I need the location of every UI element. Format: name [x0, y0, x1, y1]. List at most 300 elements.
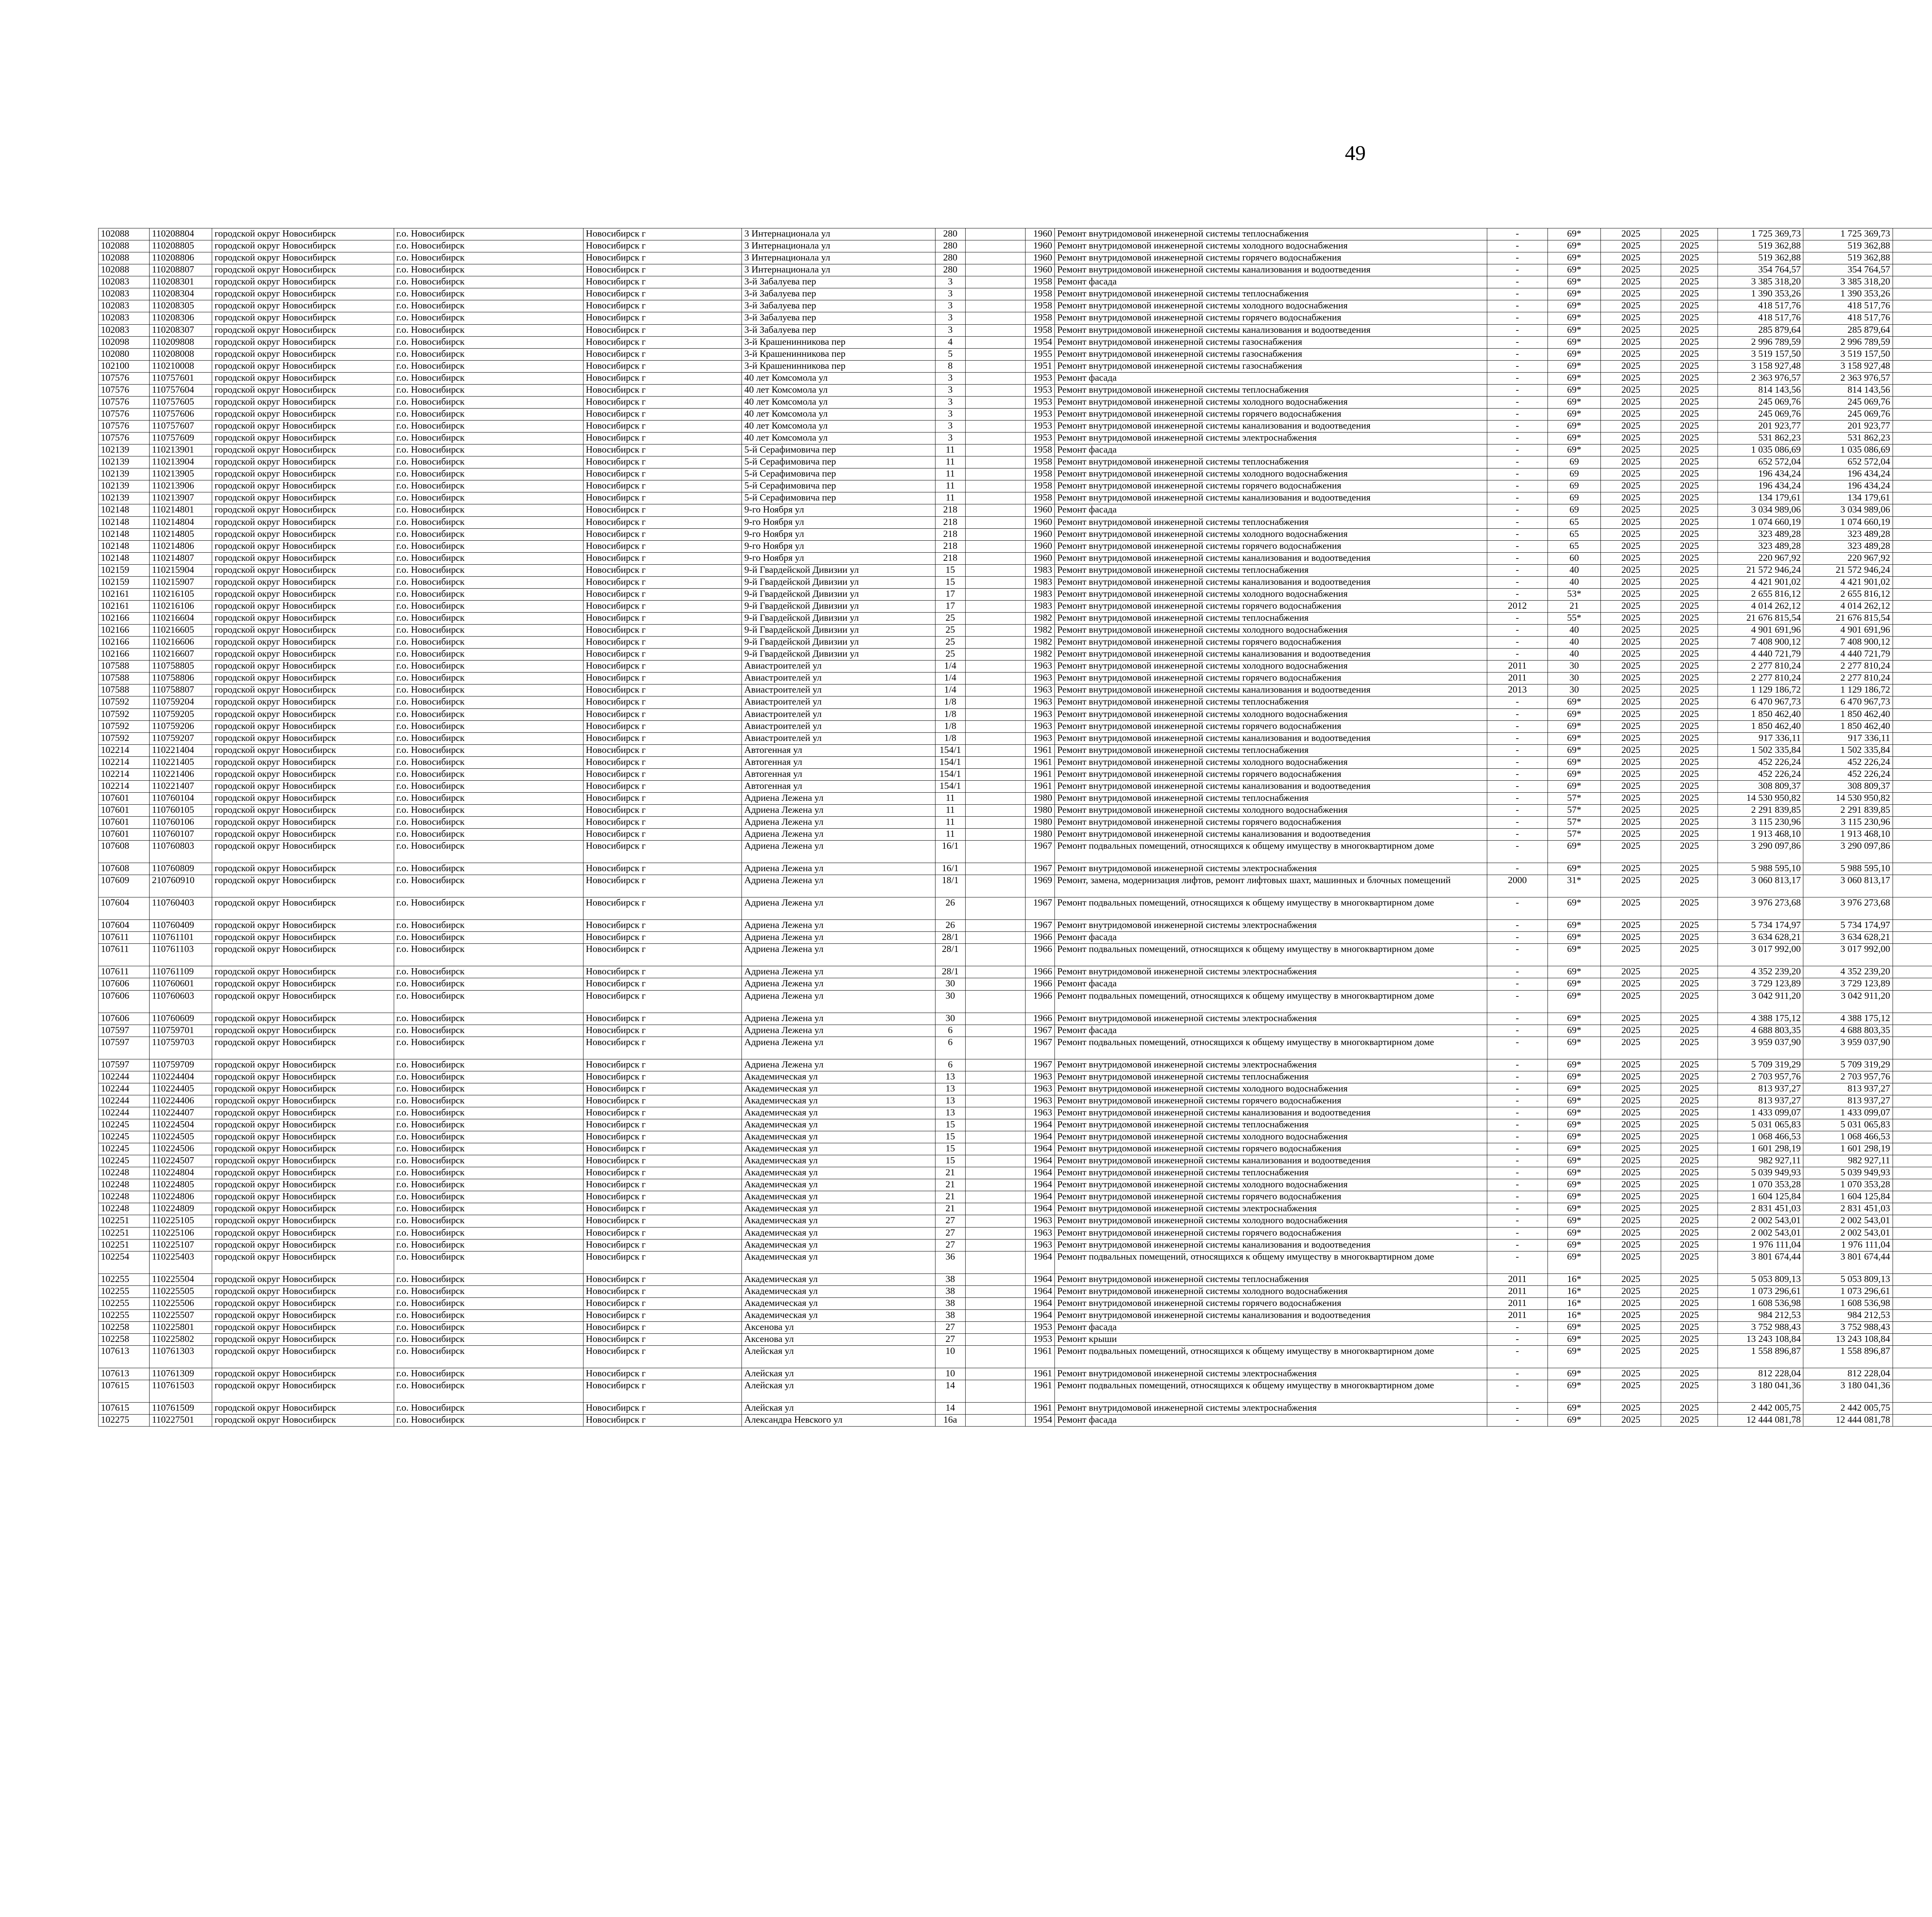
cell-total-cost: 196 434,24	[1718, 480, 1803, 492]
cell-house-number: 21	[935, 1167, 965, 1179]
cell-building	[965, 897, 1025, 920]
cell-house-id: 102248	[99, 1179, 150, 1191]
cell-wear-percent: 57*	[1548, 805, 1600, 817]
cell-cost-federal	[1893, 540, 1932, 552]
cell-last-repair-year: -	[1487, 360, 1548, 372]
cell-municipality: г.о. Новосибирск	[394, 360, 583, 372]
cell-total-cost: 3 634 628,21	[1718, 932, 1803, 944]
cell-year-built: 1953	[1025, 372, 1054, 384]
cell-building	[965, 300, 1025, 312]
cell-street: 3-й Забалуева пер	[742, 288, 935, 300]
cell-building	[965, 228, 1025, 240]
cell-cost-federal	[1893, 1297, 1932, 1309]
cell-cost-fund: 1 601 298,19	[1803, 1143, 1893, 1155]
cell-building	[965, 1321, 1025, 1333]
cell-total-cost: 2 277 810,24	[1718, 661, 1803, 672]
cell-work-id: 110224806	[150, 1191, 212, 1203]
table-row	[99, 1013, 1932, 1025]
cell-total-cost: 531 862,23	[1718, 432, 1803, 444]
cell-municipality: г.о. Новосибирск	[394, 552, 583, 564]
cell-building	[965, 252, 1025, 264]
cell-cost-fund: 1 502 335,84	[1803, 744, 1893, 756]
cell-building	[965, 1037, 1025, 1059]
cell-plan-year-start: 2025	[1601, 408, 1661, 420]
cell-last-repair-year: -	[1487, 444, 1548, 456]
cell-plan-year-start: 2025	[1601, 1143, 1661, 1155]
cell-street: Автогенная ул	[742, 744, 935, 756]
cell-cost-fund: 323 489,28	[1803, 528, 1893, 540]
cell-building	[965, 1013, 1025, 1025]
table-row	[99, 1025, 1932, 1037]
cell-cost-federal	[1893, 1309, 1932, 1321]
cell-municipality: г.о. Новосибирск	[394, 1297, 583, 1309]
cell-work-id: 110760107	[150, 829, 212, 841]
cell-cost-federal	[1893, 1025, 1932, 1037]
cell-wear-percent: 69*	[1548, 1321, 1600, 1333]
cell-plan-year-end: 2025	[1661, 1179, 1718, 1191]
cell-cost-federal	[1893, 817, 1932, 829]
cell-street: 9-го Ноября ул	[742, 540, 935, 552]
cell-last-repair-year: 2011	[1487, 1309, 1548, 1321]
cell-wear-percent: 69*	[1548, 360, 1600, 372]
cell-year-built: 1958	[1025, 456, 1054, 468]
cell-municipality: г.о. Новосибирск	[394, 841, 583, 863]
cell-house-id: 102245	[99, 1131, 150, 1143]
cell-municipality: г.о. Новосибирск	[394, 1251, 583, 1273]
cell-street: Академическая ул	[742, 1285, 935, 1297]
cell-work-type: Ремонт внутридомовой инженерной системы горячего водоснабжения	[1054, 1191, 1487, 1203]
cell-work-type: Ремонт внутридомовой инженерной системы теплоснабжения	[1054, 1273, 1487, 1285]
cell-building	[965, 576, 1025, 588]
cell-locality: Новосибирск г	[583, 408, 742, 420]
cell-year-built: 1982	[1025, 625, 1054, 637]
cell-total-cost: 652 572,04	[1718, 456, 1803, 468]
cell-building	[965, 372, 1025, 384]
cell-municipality: г.о. Новосибирск	[394, 372, 583, 384]
cell-house-id: 102083	[99, 276, 150, 288]
cell-municipality: г.о. Новосибирск	[394, 588, 583, 600]
cell-building	[965, 1346, 1025, 1368]
cell-cost-federal	[1893, 480, 1932, 492]
cell-plan-year-start: 2025	[1601, 732, 1661, 744]
cell-total-cost: 1 601 298,19	[1718, 1143, 1803, 1155]
cell-cost-fund: 3 729 123,89	[1803, 978, 1893, 990]
cell-plan-year-start: 2025	[1601, 360, 1661, 372]
cell-plan-year-start: 2025	[1601, 444, 1661, 456]
cell-work-id: 110216606	[150, 637, 212, 649]
cell-municipality: г.о. Новосибирск	[394, 276, 583, 288]
cell-municipality: г.о. Новосибирск	[394, 1155, 583, 1167]
cell-work-id: 110759701	[150, 1025, 212, 1037]
cell-municipal-district: городской округ Новосибирск	[212, 966, 394, 978]
cell-locality: Новосибирск г	[583, 1227, 742, 1239]
cell-street: Адриена Лежена ул	[742, 863, 935, 875]
cell-total-cost: 3 976 273,68	[1718, 897, 1803, 920]
cell-locality: Новосибирск г	[583, 920, 742, 932]
cell-plan-year-start: 2025	[1601, 228, 1661, 240]
cell-plan-year-start: 2025	[1601, 516, 1661, 528]
cell-building	[965, 408, 1025, 420]
cell-work-type: Ремонт фасада	[1054, 1321, 1487, 1333]
table-row	[99, 421, 1932, 432]
cell-work-id: 110224404	[150, 1071, 212, 1083]
table-row	[99, 360, 1932, 372]
cell-plan-year-end: 2025	[1661, 421, 1718, 432]
cell-locality: Новосибирск г	[583, 1239, 742, 1251]
cell-total-cost: 1 433 099,07	[1718, 1107, 1803, 1119]
cell-plan-year-start: 2025	[1601, 1346, 1661, 1368]
cell-house-number: 6	[935, 1037, 965, 1059]
table-row	[99, 324, 1932, 336]
table-row	[99, 492, 1932, 504]
cell-cost-federal	[1893, 978, 1932, 990]
cell-house-id: 102244	[99, 1071, 150, 1083]
cell-locality: Новосибирск г	[583, 504, 742, 516]
cell-locality: Новосибирск г	[583, 228, 742, 240]
cell-work-id: 110757607	[150, 421, 212, 432]
cell-plan-year-start: 2025	[1601, 372, 1661, 384]
cell-plan-year-start: 2025	[1601, 252, 1661, 264]
cell-plan-year-end: 2025	[1661, 875, 1718, 897]
cell-municipality: г.о. Новосибирск	[394, 780, 583, 792]
cell-work-type: Ремонт внутридомовой инженерной системы холодного водоснабжения	[1054, 1131, 1487, 1143]
cell-house-id: 102139	[99, 456, 150, 468]
cell-cost-fund: 519 362,88	[1803, 240, 1893, 252]
cell-plan-year-end: 2025	[1661, 1083, 1718, 1095]
cell-cost-federal	[1893, 1346, 1932, 1368]
table-row	[99, 684, 1932, 696]
cell-locality: Новосибирск г	[583, 768, 742, 780]
cell-municipality: г.о. Новосибирск	[394, 1107, 583, 1119]
cell-building	[965, 637, 1025, 649]
cell-last-repair-year: -	[1487, 1143, 1548, 1155]
cell-wear-percent: 69*	[1548, 756, 1600, 768]
cell-plan-year-end: 2025	[1661, 600, 1718, 612]
cell-cost-federal	[1893, 1131, 1932, 1143]
cell-street: 3-й Забалуева пер	[742, 276, 935, 288]
table-row	[99, 817, 1932, 829]
cell-total-cost: 519 362,88	[1718, 252, 1803, 264]
cell-work-type: Ремонт внутридомовой инженерной системы теплоснабжения	[1054, 792, 1487, 804]
cell-cost-federal	[1893, 504, 1932, 516]
cell-cost-federal	[1893, 841, 1932, 863]
cell-wear-percent: 69*	[1548, 696, 1600, 708]
cell-total-cost: 1 604 125,84	[1718, 1191, 1803, 1203]
cell-last-repair-year: -	[1487, 708, 1548, 720]
cell-work-type: Ремонт внутридомовой инженерной системы теплоснабжения	[1054, 516, 1487, 528]
cell-house-number: 25	[935, 637, 965, 649]
table-row	[99, 1071, 1932, 1083]
cell-total-cost: 1 976 111,04	[1718, 1239, 1803, 1251]
cell-house-id: 102214	[99, 768, 150, 780]
cell-total-cost: 2 442 005,75	[1718, 1403, 1803, 1415]
cell-cost-federal	[1893, 768, 1932, 780]
cell-house-number: 27	[935, 1239, 965, 1251]
cell-locality: Новосибирск г	[583, 732, 742, 744]
cell-municipal-district: городской округ Новосибирск	[212, 920, 394, 932]
cell-work-id: 110761303	[150, 1346, 212, 1368]
cell-work-type: Ремонт внутридомовой инженерной системы канализования и водоотведения	[1054, 1239, 1487, 1251]
cell-street: 9-й Гвардейской Дивизии ул	[742, 625, 935, 637]
cell-plan-year-end: 2025	[1661, 661, 1718, 672]
cell-work-id: 210760910	[150, 875, 212, 897]
cell-year-built: 1963	[1025, 708, 1054, 720]
cell-building	[965, 661, 1025, 672]
cell-wear-percent: 69*	[1548, 978, 1600, 990]
cell-work-type: Ремонт внутридомовой инженерной системы электроснабжения	[1054, 920, 1487, 932]
cell-street: Авиастроителей ул	[742, 661, 935, 672]
cell-year-built: 1953	[1025, 384, 1054, 396]
table-row	[99, 863, 1932, 875]
cell-plan-year-end: 2025	[1661, 324, 1718, 336]
table-row	[99, 1167, 1932, 1179]
cell-house-id: 102251	[99, 1215, 150, 1227]
cell-plan-year-start: 2025	[1601, 432, 1661, 444]
cell-street: Аксенова ул	[742, 1321, 935, 1333]
cell-house-id: 102258	[99, 1333, 150, 1345]
cell-year-built: 1961	[1025, 744, 1054, 756]
cell-street: 9-го Ноября ул	[742, 528, 935, 540]
cell-wear-percent: 16*	[1548, 1285, 1600, 1297]
table-row	[99, 276, 1932, 288]
cell-municipality: г.о. Новосибирск	[394, 240, 583, 252]
cell-building	[965, 1155, 1025, 1167]
cell-building	[965, 456, 1025, 468]
cell-municipal-district: городской округ Новосибирск	[212, 432, 394, 444]
cell-house-id: 107601	[99, 817, 150, 829]
cell-work-type: Ремонт внутридомовой инженерной системы газоснабжения	[1054, 348, 1487, 360]
cell-house-number: 11	[935, 468, 965, 480]
cell-wear-percent: 69*	[1548, 1215, 1600, 1227]
cell-house-id: 107606	[99, 990, 150, 1013]
cell-locality: Новосибирск г	[583, 1346, 742, 1368]
cell-house-number: 13	[935, 1071, 965, 1083]
cell-plan-year-end: 2025	[1661, 1309, 1718, 1321]
cell-total-cost: 2 002 543,01	[1718, 1215, 1803, 1227]
cell-cost-fund: 519 362,88	[1803, 252, 1893, 264]
cell-cost-fund: 6 470 967,73	[1803, 696, 1893, 708]
cell-total-cost: 134 179,61	[1718, 492, 1803, 504]
cell-total-cost: 13 243 108,84	[1718, 1333, 1803, 1345]
cell-street: Академическая ул	[742, 1083, 935, 1095]
cell-locality: Новосибирск г	[583, 1321, 742, 1333]
cell-municipal-district: городской округ Новосибирск	[212, 875, 394, 897]
cell-work-type: Ремонт внутридомовой инженерной системы канализования и водоотведения	[1054, 492, 1487, 504]
cell-plan-year-end: 2025	[1661, 300, 1718, 312]
cell-year-built: 1980	[1025, 792, 1054, 804]
cell-municipal-district: городской округ Новосибирск	[212, 576, 394, 588]
cell-plan-year-start: 2025	[1601, 1083, 1661, 1095]
cell-wear-percent: 69*	[1548, 1119, 1600, 1131]
cell-municipality: г.о. Новосибирск	[394, 990, 583, 1013]
cell-plan-year-start: 2025	[1601, 792, 1661, 804]
cell-total-cost: 917 336,11	[1718, 732, 1803, 744]
cell-municipal-district: городской округ Новосибирск	[212, 1415, 394, 1427]
cell-year-built: 1953	[1025, 396, 1054, 408]
cell-cost-federal	[1893, 1380, 1932, 1403]
cell-cost-federal	[1893, 1191, 1932, 1203]
cell-wear-percent: 65	[1548, 528, 1600, 540]
cell-plan-year-end: 2025	[1661, 228, 1718, 240]
cell-work-id: 110757601	[150, 372, 212, 384]
cell-plan-year-start: 2025	[1601, 768, 1661, 780]
cell-last-repair-year: -	[1487, 1368, 1548, 1380]
cell-cost-fund: 5 053 809,13	[1803, 1273, 1893, 1285]
cell-wear-percent: 69*	[1548, 708, 1600, 720]
cell-municipal-district: городской округ Новосибирск	[212, 1167, 394, 1179]
cell-plan-year-end: 2025	[1661, 696, 1718, 708]
cell-house-number: 16/1	[935, 841, 965, 863]
cell-street: Адриена Лежена ул	[742, 1037, 935, 1059]
cell-building	[965, 1131, 1025, 1143]
cell-last-repair-year: -	[1487, 1415, 1548, 1427]
cell-work-id: 110208307	[150, 324, 212, 336]
cell-work-type: Ремонт подвальных помещений, относящихся к общему имуществу в многоквартирном доме	[1054, 841, 1487, 863]
cell-wear-percent: 69*	[1548, 1380, 1600, 1403]
cell-work-type: Ремонт внутридомовой инженерной системы холодного водоснабжения	[1054, 1215, 1487, 1227]
cell-year-built: 1964	[1025, 1167, 1054, 1179]
cell-cost-fund: 196 434,24	[1803, 468, 1893, 480]
cell-work-type: Ремонт внутридомовой инженерной системы канализования и водоотведения	[1054, 421, 1487, 432]
cell-municipal-district: городской округ Новосибирск	[212, 841, 394, 863]
cell-year-built: 1983	[1025, 576, 1054, 588]
cell-work-id: 110225506	[150, 1297, 212, 1309]
cell-last-repair-year: -	[1487, 421, 1548, 432]
cell-plan-year-end: 2025	[1661, 708, 1718, 720]
cell-wear-percent: 69*	[1548, 768, 1600, 780]
cell-work-type: Ремонт внутридомовой инженерной системы канализования и водоотведения	[1054, 732, 1487, 744]
cell-last-repair-year: -	[1487, 829, 1548, 841]
cell-last-repair-year: -	[1487, 792, 1548, 804]
cell-work-type: Ремонт внутридомовой инженерной системы электроснабжения	[1054, 863, 1487, 875]
cell-work-type: Ремонт внутридомовой инженерной системы канализования и водоотведения	[1054, 649, 1487, 661]
cell-cost-fund: 5 039 949,93	[1803, 1167, 1893, 1179]
cell-last-repair-year: -	[1487, 324, 1548, 336]
cell-cost-fund: 2 002 543,01	[1803, 1227, 1893, 1239]
cell-municipality: г.о. Новосибирск	[394, 432, 583, 444]
cell-locality: Новосибирск г	[583, 1107, 742, 1119]
cell-municipal-district: городской округ Новосибирск	[212, 456, 394, 468]
cell-last-repair-year: -	[1487, 744, 1548, 756]
cell-wear-percent: 69*	[1548, 897, 1600, 920]
cell-wear-percent: 69*	[1548, 780, 1600, 792]
cell-house-id: 107597	[99, 1037, 150, 1059]
cell-house-number: 15	[935, 564, 965, 576]
cell-municipality: г.о. Новосибирск	[394, 672, 583, 684]
cell-cost-fund: 3 976 273,68	[1803, 897, 1893, 920]
cell-work-id: 110216607	[150, 649, 212, 661]
cell-house-id: 102083	[99, 324, 150, 336]
cell-total-cost: 813 937,27	[1718, 1095, 1803, 1107]
cell-house-number: 280	[935, 228, 965, 240]
cell-work-type: Ремонт внутридомовой инженерной системы электроснабжения	[1054, 1013, 1487, 1025]
cell-municipal-district: городской округ Новосибирск	[212, 661, 394, 672]
cell-year-built: 1953	[1025, 1321, 1054, 1333]
cell-wear-percent: 16*	[1548, 1273, 1600, 1285]
cell-plan-year-end: 2025	[1661, 240, 1718, 252]
cell-work-id: 110224505	[150, 1131, 212, 1143]
cell-wear-percent: 69*	[1548, 432, 1600, 444]
cell-cost-fund: 285 879,64	[1803, 324, 1893, 336]
cell-cost-federal	[1893, 637, 1932, 649]
table-row	[99, 841, 1932, 863]
cell-total-cost: 14 530 950,82	[1718, 792, 1803, 804]
cell-house-id: 107615	[99, 1403, 150, 1415]
cell-building	[965, 613, 1025, 625]
cell-street: Академическая ул	[742, 1309, 935, 1321]
cell-year-built: 1960	[1025, 252, 1054, 264]
cell-cost-fund: 12 444 081,78	[1803, 1415, 1893, 1427]
cell-cost-fund: 308 809,37	[1803, 780, 1893, 792]
cell-total-cost: 2 291 839,85	[1718, 805, 1803, 817]
cell-year-built: 1960	[1025, 504, 1054, 516]
cell-street: 9-го Ноября ул	[742, 516, 935, 528]
cell-street: Авиастроителей ул	[742, 672, 935, 684]
cell-last-repair-year: -	[1487, 372, 1548, 384]
cell-municipality: г.о. Новосибирск	[394, 897, 583, 920]
cell-last-repair-year: -	[1487, 504, 1548, 516]
cell-plan-year-start: 2025	[1601, 264, 1661, 276]
cell-house-id: 102166	[99, 637, 150, 649]
cell-plan-year-start: 2025	[1601, 696, 1661, 708]
cell-work-type: Ремонт внутридомовой инженерной системы канализования и водоотведения	[1054, 264, 1487, 276]
cell-cost-federal	[1893, 875, 1932, 897]
cell-cost-federal	[1893, 421, 1932, 432]
cell-municipality: г.о. Новосибирск	[394, 1167, 583, 1179]
table-row	[99, 600, 1932, 612]
cell-street: 5-й Серафимовича пер	[742, 444, 935, 456]
cell-cost-fund: 3 060 813,17	[1803, 875, 1893, 897]
cell-cost-fund: 418 517,76	[1803, 312, 1893, 324]
cell-house-id: 102159	[99, 576, 150, 588]
cell-cost-federal	[1893, 649, 1932, 661]
cell-work-type: Ремонт внутридомовой инженерной системы горячего водоснабжения	[1054, 637, 1487, 649]
cell-wear-percent: 69*	[1548, 324, 1600, 336]
cell-locality: Новосибирск г	[583, 252, 742, 264]
cell-last-repair-year: 2011	[1487, 1297, 1548, 1309]
cell-house-id: 107597	[99, 1025, 150, 1037]
cell-municipal-district: городской округ Новосибирск	[212, 684, 394, 696]
cell-locality: Новосибирск г	[583, 1119, 742, 1131]
cell-municipality: г.о. Новосибирск	[394, 1403, 583, 1415]
cell-last-repair-year: 2011	[1487, 672, 1548, 684]
cell-plan-year-end: 2025	[1661, 492, 1718, 504]
cell-total-cost: 5 031 065,83	[1718, 1119, 1803, 1131]
cell-year-built: 1983	[1025, 600, 1054, 612]
cell-year-built: 1958	[1025, 468, 1054, 480]
cell-work-type: Ремонт внутридомовой инженерной системы теплоснабжения	[1054, 1119, 1487, 1131]
cell-locality: Новосибирск г	[583, 1333, 742, 1345]
cell-work-type: Ремонт внутридомовой инженерной системы теплоснабжения	[1054, 613, 1487, 625]
cell-street: 40 лет Комсомола ул	[742, 396, 935, 408]
cell-house-id: 102255	[99, 1273, 150, 1285]
cell-wear-percent: 69*	[1548, 1071, 1600, 1083]
cell-cost-federal	[1893, 552, 1932, 564]
cell-cost-fund: 1 913 468,10	[1803, 829, 1893, 841]
cell-work-id: 110759205	[150, 708, 212, 720]
cell-wear-percent: 57*	[1548, 829, 1600, 841]
cell-plan-year-start: 2025	[1601, 932, 1661, 944]
table-row	[99, 1239, 1932, 1251]
cell-last-repair-year: -	[1487, 1321, 1548, 1333]
cell-house-number: 6	[935, 1059, 965, 1071]
cell-work-id: 110216105	[150, 588, 212, 600]
cell-house-id: 102255	[99, 1309, 150, 1321]
cell-year-built: 1960	[1025, 264, 1054, 276]
cell-street: Адриена Лежена ул	[742, 817, 935, 829]
cell-house-id: 102148	[99, 504, 150, 516]
cell-cost-fund: 3 158 927,48	[1803, 360, 1893, 372]
